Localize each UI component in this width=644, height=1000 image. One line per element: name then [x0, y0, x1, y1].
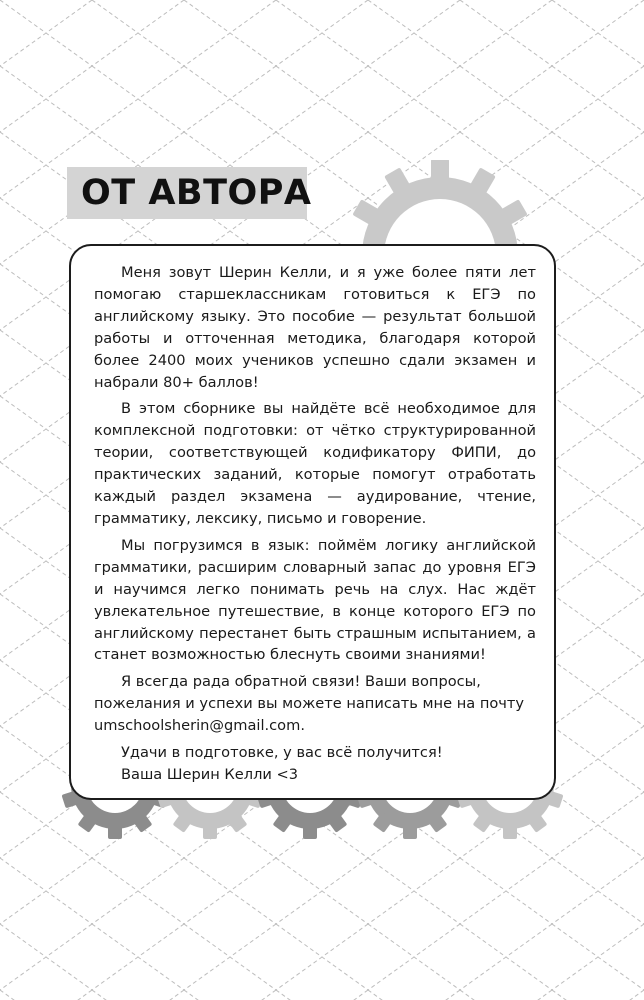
- paragraph-intro: Меня зовут Шерин Келли, и я уже более пяти лет помогаю старшеклассникам готовиться к ЕГЭ по английскому языку. Это пособие — результат большой работы и отточенная методика, благодаря которой более 2400 моих учеников успешно сдали экзамен и набрали 80+ баллов!: [94, 264, 536, 391]
- paragraph-plan: Мы погрузимся в язык: поймём логику английской грамматики, расширим словарный запас до уровня ЕГЭ и научимся легко понимать речь на слух. Нас ждёт увлекательное путешествие, в конце которого ЕГЭ по английскому перестанет быть страшным испытанием, а станет возможностью блеснуть своими знаниями!: [94, 536, 536, 664]
- signature: Ваша Шерин Келли <3: [121, 765, 299, 783]
- page-title: ОТ АВТОРА: [81, 173, 312, 213]
- paragraph-contact: Я всегда рада обратной связи! Ваши вопросы, пожелания и успехи вы можете написать мне на почту umschoolsherin@gmail.com.: [94, 673, 525, 735]
- author-note-text: [94, 262, 536, 791]
- paragraph-wishes: Удачи в подготовке, у вас всё получится!: [121, 744, 443, 762]
- paragraph-contents: В этом сборнике вы найдёте всё необходимое для комплексной подготовки: от чётко структурированной теории, соответствующей кодификатору ФИПИ, до практических заданий, которые помогут отработать каждый раздел экзамена — аудирование, чтение, грамматику, лексику, письмо и говорение.: [94, 400, 536, 527]
